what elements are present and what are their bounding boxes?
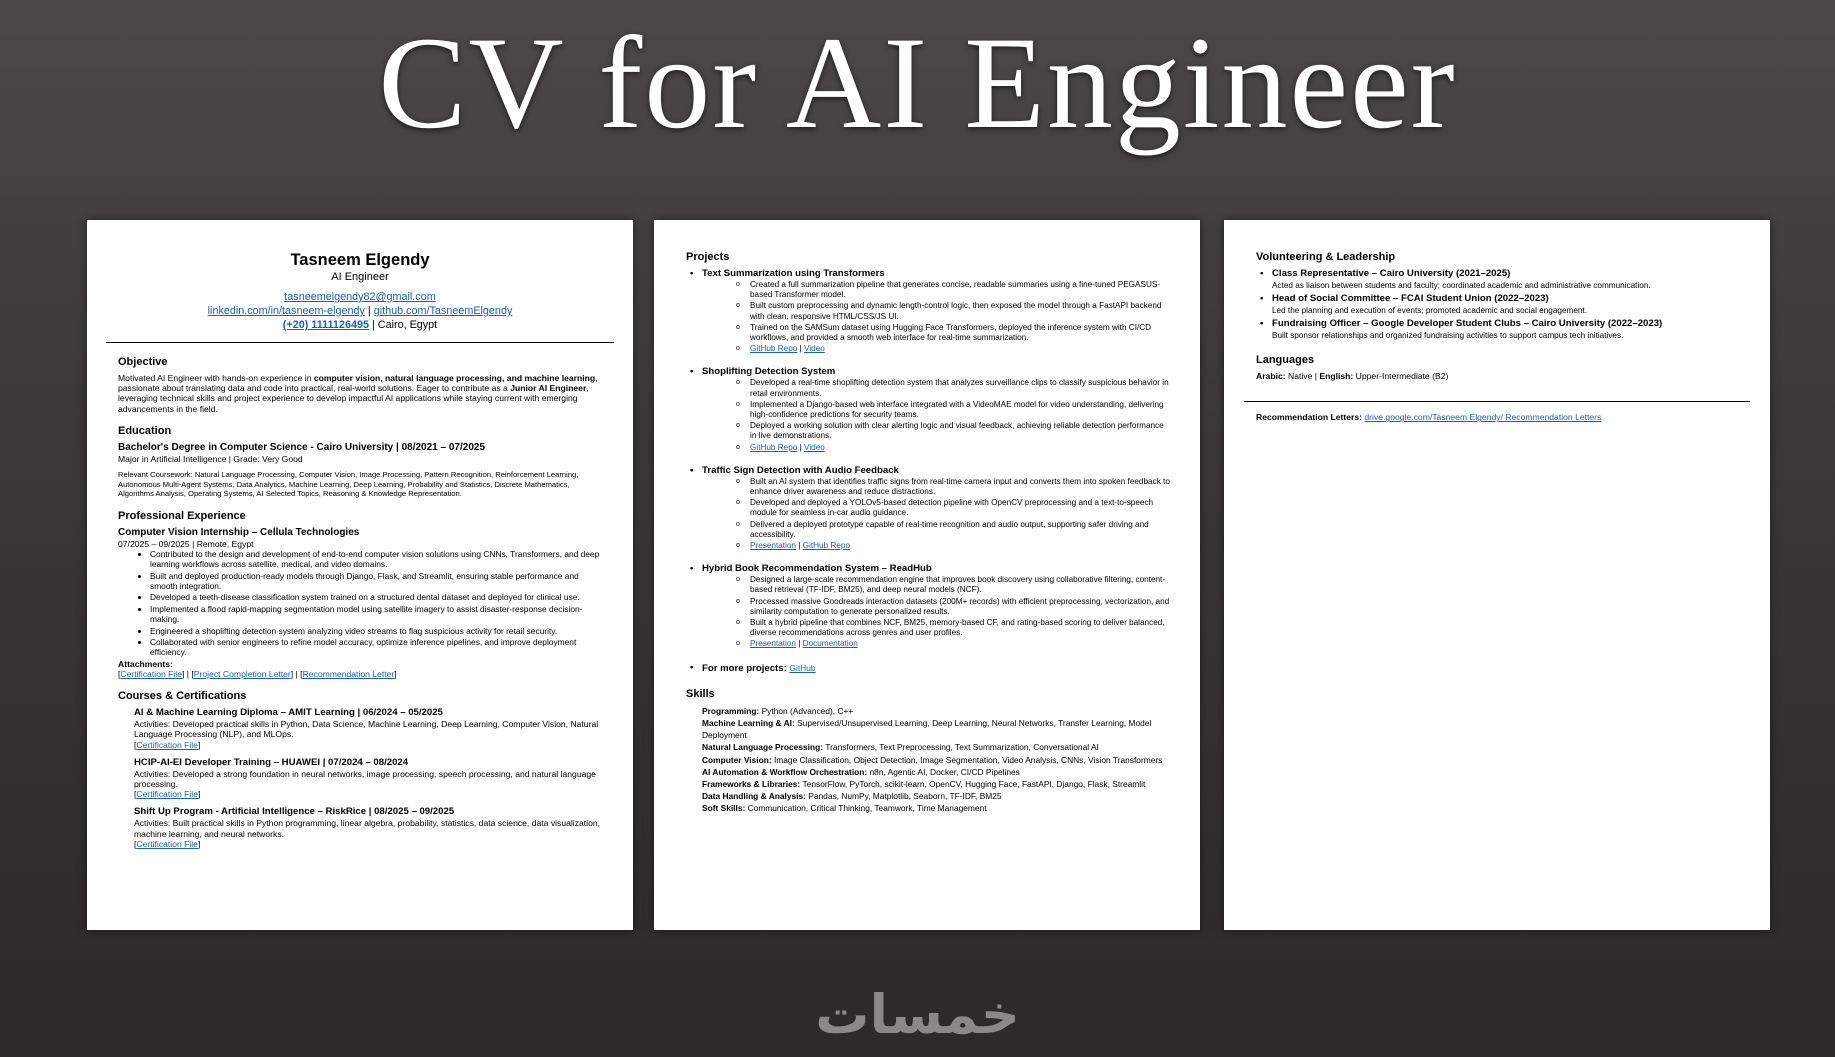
skill-row: Frameworks & Libraries: TensorFlow, PyTorch, scikit-learn, OpenCV, Hugging Face, FastAPI, Django, Flask, Streamlit [702,778,1146,789]
project-title: • Shoplifting Detection System [702,366,1170,378]
experience-section [118,509,602,680]
presentation-link[interactable]: Presentation [750,639,796,649]
skills-list [702,705,1170,815]
course-desc: Activities: Developed practical skills in Python, Data Science, Machine Learning, Deep Learning, Computer Vision, Natural Language Processing (NLP), and MLOps. [134,719,599,740]
course-item: AI & Machine Learning Diploma – AMIT Learning | 06/2024 – 05/2025 Activities: Developed practical skills in Python, Data Science, Machine Learning, Deep Learning, Computer Vision, Natural Language Processing (NLP), and MLOps. [Certification File] [134,707,602,750]
project-bullet: o Built custom preprocessing and dynamic length-control logic, then exposed the model through a FastAPI backend with clean, responsive HTML/CSS/JS UI. [750,301,1170,321]
project-bullet: o Built an AI system that identifies traffic signs from real-time camera input and converts them into spoken feedback to enhance driver awareness and reduce distractions. [750,477,1170,497]
location-text: | Cairo, Egypt [368,319,438,331]
skill-row: Machine Learning & AI: Supervised/Unsupervised Learning, Deep Learning, Neural Networks, Transfer Learning, Model Deployment [702,717,1152,741]
course-cert-link[interactable]: Certification File [136,739,198,750]
attachments-label: Attachments: [118,658,173,669]
completion-letter-link[interactable]: Project Completion Letter [193,668,291,679]
project-bullet: o Built a hybrid pipeline that combines NCF, BM25, memory-based CF, and rating-based scoring to deliver balanced, diverse recommendations across genres and user profiles. [750,618,1170,638]
objective-section [118,355,602,414]
degree-major: Major in Artificial Intelligence | Grade: Very Good [118,453,303,464]
candidate-name: Tasneem Elgendy [290,251,430,269]
project-bullet: o Deployed a working solution with clear alerting logic and visual feedback, achieving reliable detection performance in live demonstrations. [750,421,1170,441]
course-desc: Activities: Built practical skills in Python programming, linear algebra, probability, statistics, data science, data visualization, machine learning, and neural networks. [134,818,601,839]
vol-desc: Led the planning and execution of events; promoted academic and social engagement. [1272,306,1587,315]
volunteering-list [1272,268,1738,341]
project-bullet: o Delivered a deployed prototype capable of real-time recognition and audio output, supporting safer driving and accessibility. [750,520,1170,540]
project-bullet: o Designed a large-scale recommendation engine that improves book discovery using collaborative filtering, content-based retrieval (TF-IDF, BM25), and deep neural models (NCF). [750,575,1170,595]
project-bullet: o Implemented a Django-based web interface integrated with a VideoMAE model for video understanding, delivering high-confidence predictions for security teams. [750,400,1170,420]
more-projects: • For more projects: GitHub [702,662,1170,675]
job-bullets [118,549,602,658]
project-links: o GitHub Repo | Video [750,344,1170,354]
coursework-text: Relevant Coursework: Natural Language Processing, Computer Vision, Image Processing, Pattern Recognition, Reinforcement Learning, Autonomous Multi-Agent Systems, Data Analytics, Machine Learning, Deep Learning, Probability and Statistics, Discrete Mathematics, Algorithms Analysis, Operating Systems, AI Selected Topics, Reasoning & Knowledge Representation. [118,470,579,499]
course-cert-link[interactable]: Certification File [136,789,198,800]
experience-heading: Professional Experience [118,509,246,522]
project-item [686,465,1170,551]
more-projects-github-link[interactable]: GitHub [789,662,816,673]
project-bullet: o Developed and deployed a YOLOv5-based detection pipeline with OpenCV preprocessing and a text-to-speech module for seamless in-car audio guidance. [750,498,1170,518]
cv-page-2 [654,220,1200,930]
project-item [686,563,1170,649]
video-link[interactable]: Video [804,344,825,354]
courses-section [118,689,602,849]
project-item [686,366,1170,452]
job-meta: 07/2025 – 09/2025 | Remote, Egypt [118,538,254,549]
presentation-link[interactable]: Presentation [750,541,796,551]
project-links: o Presentation | Documentation [750,639,1170,649]
linkedin-link[interactable]: linkedin.com/in/tasneem-elgendy [207,305,365,317]
cv-page-1 [87,220,633,930]
email-link[interactable]: tasneemelgendy82@gmail.com [284,291,436,303]
objective-text: Motivated AI Engineer with hands-on experience in computer vision, natural language processing, and machine learning, passionate about translating data and code into practical, real-world solutions. Eager to contribute as a Junior AI Engineer, leveraging technical skills and project experience to develop impactful AI applications while staying current with emerging advancements in the field. [118,373,598,414]
documentation-link[interactable]: Documentation [802,639,858,649]
vol-desc: Built sponsor relationships and organized fundraising activities to support campus tech initiatives. [1272,331,1624,340]
skills-heading: Skills [686,687,715,700]
project-title: • Text Summarization using Transformers [702,268,1170,280]
job-title: Computer Vision Internship – Cellula Technologies [118,526,360,538]
skill-row: Data Handling & Analysis: Pandas, NumPy, Matplotlib, Seaborn, TF-IDF, BM25 [702,791,1002,802]
cv-page-3 [1224,220,1770,930]
course-desc: Activities: Developed a strong foundation in neural networks, image processing, speech processing, and natural language processing. [134,768,596,789]
job-bullet: • Built and deployed production-ready models through Django, Flask, and Streamlit, ensuring stable performance and smooth integration. [150,571,602,592]
course-title: AI & Machine Learning Diploma – AMIT Learning | 06/2024 – 05/2025 [134,707,443,719]
section-divider [1244,401,1750,402]
languages-text: Arabic: Native | English: Upper-Intermediate (B2) [1256,371,1449,381]
skill-row: Programming: Python (Advanced), C++ [702,705,854,716]
candidate-role: AI Engineer [331,271,389,283]
courses-heading: Courses & Certifications [118,690,247,703]
project-bullet: o Developed a real-time shoplifting detection system that analyzes surveillance clips to classify suspicious behavior in retail environments. [750,378,1170,398]
recommendation-letters: Recommendation Letters: drive.google.com/Tasneem Elgendy/ Recommendation Letters [1256,412,1602,423]
github-link[interactable]: github.com/TasneemElgendy [373,305,513,317]
project-title: • Hybrid Book Recommendation System – ReadHub [702,563,1170,575]
project-bullet: o Processed massive Goodreads interaction datasets (200M+ records) with efficient preprocessing, vectorization, and similarity computation to generate personalized results. [750,597,1170,617]
job-bullet: • Developed a teeth-disease classification system trained on a structured dental dataset and deployed for clinical use. [150,592,602,602]
github-repo-link[interactable]: GitHub Repo [750,442,798,452]
course-item: HCIP-AI-EI Developer Training – HUAWEI | 07/2024 – 08/2024 Activities: Developed a strong foundation in neural networks, image processing, speech processing, and natural language processing. [Certification File] [134,757,602,800]
volunteering-heading: Volunteering & Leadership [1256,251,1396,263]
course-title: Shift Up Program - Artificial Intelligence – RiskRice | 08/2025 – 09/2025 [134,806,455,818]
course-item: Shift Up Program - Artificial Intelligence – RiskRice | 08/2025 – 09/2025 Activities: Built practical skills in Python programming, linear algebra, probability, statistics, data science, data visualization, machine learning, and neural networks. [Certification File] [134,806,601,849]
languages-heading: Languages [1256,354,1315,366]
certification-file-link[interactable]: Certification File [120,668,182,679]
skill-row: AI Automation & Workflow Orchestration: n8n, Agentic AI, Docker, CI/CD Pipelines [702,766,1020,777]
education-heading: Education [118,424,172,437]
project-links: o GitHub Repo | Video [750,443,1170,453]
course-title: HCIP-AI-EI Developer Training – HUAWEI | 07/2024 – 08/2024 [134,756,409,768]
banner-title: CV for AI Engineer [378,9,1457,156]
job-bullet: • Engineered a shoplifting detection system analyzing video streams to flag suspicious activity for retail security. [150,626,602,636]
job-bullet: • Contributed to the design and development of end-to-end computer vision solutions using CNNs, Transformers, and deep learning workflows across satellite, medical, and video domains. [150,549,602,570]
job-bullet: • Collaborated with senior engineers to refine model accuracy, optimize inference pipelines, and improve deployment efficiency. [150,637,602,658]
video-link[interactable]: Video [804,442,825,452]
job-bullet: • Implemented a flood rapid-mapping segmentation model using satellite imagery to assist disaster-response decision-making. [150,604,602,625]
vol-title: • Class Representative – Cairo University (2021–2025) [1272,268,1738,280]
header-divider [106,342,614,343]
skill-row: Computer Vision: Image Classification, Object Detection, Image Segmentation, Video Analysis, CNNs, Vision Transformers [702,754,1163,765]
contact-separator: | [364,305,374,317]
education-section [118,424,602,499]
phone-link[interactable]: (+20) 1111126495 [282,319,369,331]
projects-heading: Projects [686,251,730,263]
project-title: • Traffic Sign Detection with Audio Feedback [702,465,1170,477]
objective-heading: Objective [118,356,168,368]
github-repo-link[interactable]: GitHub Repo [750,344,798,354]
project-item [686,268,1170,354]
project-bullet: o Created a full summarization pipeline that generates concise, readable summaries using a fine-tuned PEGASUS-based Transformer model. [750,280,1170,300]
project-bullet: o Trained on the SAMSum dataset using Hugging Face Transformers, deployed the inference system with CI/CD workflows, and provided a smooth web interface for real-time summarization. [750,323,1170,343]
course-cert-link[interactable]: Certification File [136,838,198,849]
github-repo-link[interactable]: GitHub Repo [802,541,851,551]
skill-row: Natural Language Processing: Transformers, Text Preprocessing, Text Summarization, Conversational AI [702,742,1099,753]
degree-title: Bachelor's Degree in Computer Science - Cairo University | 08/2021 – 07/2025 [118,441,486,453]
recommendation-letter-link[interactable]: Recommendation Letter [302,668,395,679]
recommendation-drive-link[interactable]: drive.google.com/Tasneem Elgendy/ Recommendation Letters [1364,412,1602,423]
khamsat-watermark-logo: خمسات [815,983,1020,1046]
vol-title: • Head of Social Committee – FCAI Student Union (2022–2023) [1272,293,1738,305]
attachments-links: [Certification File] | [Project Completion Letter] | [Recommendation Letter] [118,668,397,679]
vol-desc: Acted as liaison between students and faculty; coordinated academic and administrative communication. [1272,281,1651,290]
project-links: o Presentation | GitHub Repo [750,541,1170,551]
skill-row: Soft Skills: Communication, Critical Thinking, Teamwork, Time Management [702,803,987,814]
vol-title: • Fundraising Officer – Google Developer Student Clubs – Cairo University (2022–2023) [1272,318,1738,330]
